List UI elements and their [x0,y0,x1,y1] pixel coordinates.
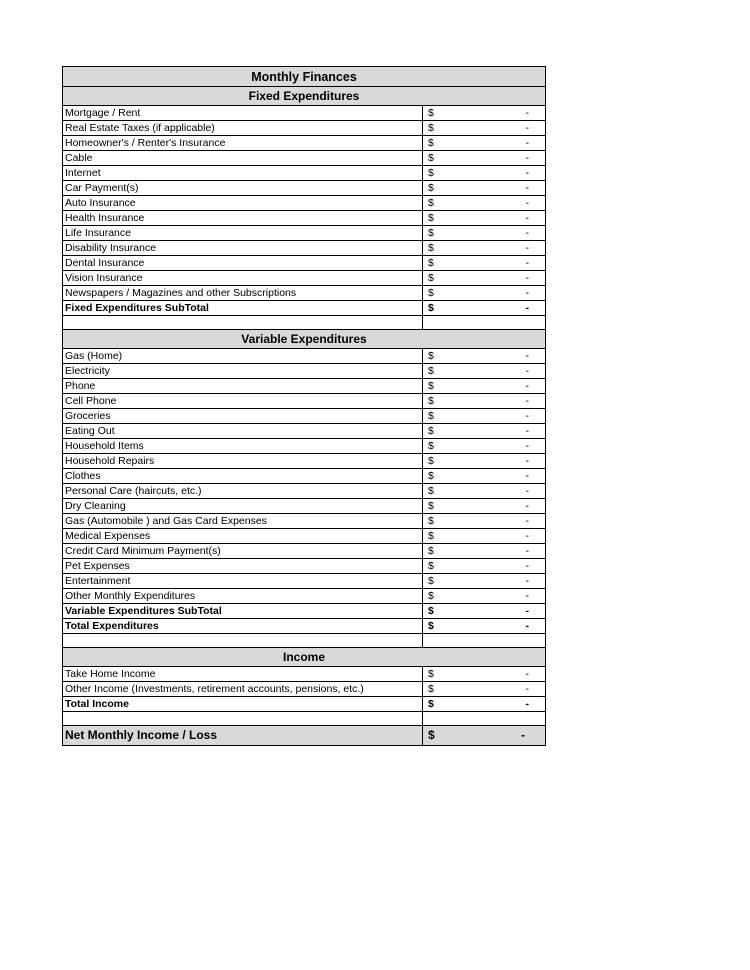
variable-item-value: - [525,500,529,512]
fixed-item-label: Homeowner's / Renter's Insurance [63,136,423,150]
fixed-item-label: Cable [63,151,423,165]
income-item-label: Take Home Income [63,667,423,681]
table-row [63,454,545,469]
currency-symbol: $ [428,107,434,119]
table-row [63,484,545,499]
variable-item-value: - [525,380,529,392]
fixed-item-label: Health Insurance [63,211,423,225]
variable-item-label: Cell Phone [63,394,423,408]
table-row [63,544,545,559]
currency-symbol: $ [428,212,434,224]
variable-item-value: - [525,365,529,377]
total-income-label: Total Income [63,697,423,711]
currency-symbol: $ [428,683,434,695]
fixed-subtotal-row [63,301,545,316]
currency-symbol: $ [428,257,434,269]
table-row [63,529,545,544]
table-row [63,241,545,256]
variable-item-value: - [525,455,529,467]
fixed-item-label: Mortgage / Rent [63,106,423,120]
net-income-label: Net Monthly Income / Loss [63,726,423,745]
table-row [63,394,545,409]
fixed-items [63,106,545,301]
currency-symbol: $ [428,137,434,149]
table-row [63,469,545,484]
currency-symbol: $ [428,620,434,632]
fixed-item-value: - [525,137,529,149]
currency-symbol: $ [428,455,434,467]
currency-symbol: $ [428,197,434,209]
table-row [63,271,545,286]
currency-symbol: $ [428,605,434,617]
spacer-row [63,634,545,648]
table-row [63,364,545,379]
variable-item-value: - [525,530,529,542]
total-expenditures-row [63,619,545,634]
currency-symbol: $ [428,365,434,377]
currency-symbol: $ [428,152,434,164]
currency-symbol: $ [428,395,434,407]
table-row [63,559,545,574]
fixed-item-value: - [525,152,529,164]
table-row [63,514,545,529]
fixed-item-label: Disability Insurance [63,241,423,255]
currency-symbol: $ [428,380,434,392]
currency-symbol: $ [428,242,434,254]
currency-symbol: $ [428,545,434,557]
fixed-item-value: - [525,182,529,194]
fixed-item-value: - [525,227,529,239]
income-item-label: Other Income (Investments, retirement accounts, pensions, etc.) [63,682,423,696]
income-item-value: - [525,683,529,695]
fixed-item-label: Vision Insurance [63,271,423,285]
fixed-subtotal-value: - [525,302,529,314]
currency-symbol: $ [428,560,434,572]
currency-symbol: $ [428,302,434,314]
variable-item-value: - [525,560,529,572]
table-row [63,349,545,364]
variable-item-label: Household Repairs [63,454,423,468]
table-row [63,136,545,151]
variable-item-label: Household Items [63,439,423,453]
variable-item-value: - [525,515,529,527]
table-row [63,151,545,166]
currency-symbol: $ [428,440,434,452]
variable-subtotal-label: Variable Expenditures SubTotal [63,604,423,618]
currency-symbol: $ [428,122,434,134]
variable-item-label: Dry Cleaning [63,499,423,513]
currency-symbol: $ [428,485,434,497]
currency-symbol: $ [428,167,434,179]
total-income-value: - [525,698,529,710]
variable-item-label: Gas (Automobile ) and Gas Card Expenses [63,514,423,528]
currency-symbol: $ [428,182,434,194]
currency-symbol: $ [428,470,434,482]
income-items [63,667,545,697]
currency-symbol: $ [428,698,434,710]
fixed-item-value: - [525,107,529,119]
currency-symbol: $ [428,575,434,587]
table-row [63,379,545,394]
variable-item-label: Pet Expenses [63,559,423,573]
variable-item-value: - [525,470,529,482]
variable-heading: Variable Expenditures [63,330,545,349]
fixed-item-value: - [525,122,529,134]
currency-symbol: $ [428,500,434,512]
variable-item-label: Other Monthly Expenditures [63,589,423,603]
spacer-row [63,712,545,726]
variable-item-value: - [525,545,529,557]
fixed-item-label: Real Estate Taxes (if applicable) [63,121,423,135]
variable-item-value: - [525,485,529,497]
fixed-item-label: Internet [63,166,423,180]
fixed-item-value: - [525,287,529,299]
variable-item-label: Entertainment [63,574,423,588]
fixed-item-value: - [525,257,529,269]
fixed-item-value: - [525,212,529,224]
currency-symbol: $ [428,530,434,542]
fixed-item-value: - [525,197,529,209]
table-row [63,589,545,604]
net-income-value: - [521,728,525,742]
income-heading: Income [63,648,545,667]
table-row [63,574,545,589]
currency-symbol: $ [428,272,434,284]
table-row [63,181,545,196]
variable-item-value: - [525,350,529,362]
table-row [63,286,545,301]
sheet-title: Monthly Finances [63,67,545,87]
variable-item-label: Clothes [63,469,423,483]
table-row [63,499,545,514]
variable-item-label: Groceries [63,409,423,423]
currency-symbol: $ [428,227,434,239]
currency-symbol: $ [428,410,434,422]
variable-item-value: - [525,440,529,452]
table-row [63,439,545,454]
table-row [63,166,545,181]
table-row [63,226,545,241]
table-row [63,196,545,211]
fixed-item-label: Dental Insurance [63,256,423,270]
income-item-value: - [525,668,529,680]
variable-item-label: Gas (Home) [63,349,423,363]
fixed-item-value: - [525,167,529,179]
table-row [63,211,545,226]
total-income-row [63,697,545,712]
variable-item-label: Personal Care (haircuts, etc.) [63,484,423,498]
currency-symbol: $ [428,350,434,362]
total-expenditures-value: - [525,620,529,632]
net-income-row [63,726,545,745]
spacer-row [63,316,545,330]
currency-symbol: $ [428,668,434,680]
currency-symbol: $ [428,515,434,527]
variable-subtotal-value: - [525,605,529,617]
fixed-heading: Fixed Expenditures [63,87,545,106]
variable-subtotal-row [63,604,545,619]
currency-symbol: $ [428,425,434,437]
table-row [63,682,545,697]
table-row [63,667,545,682]
variable-item-value: - [525,575,529,587]
table-row [63,424,545,439]
fixed-subtotal-label: Fixed Expenditures SubTotal [63,301,423,315]
currency-symbol: $ [428,287,434,299]
variable-item-label: Phone [63,379,423,393]
variable-item-label: Eating Out [63,424,423,438]
variable-item-label: Medical Expenses [63,529,423,543]
variable-item-label: Electricity [63,364,423,378]
currency-symbol: $ [428,590,434,602]
table-row [63,121,545,136]
variable-item-label: Credit Card Minimum Payment(s) [63,544,423,558]
fixed-item-label: Life Insurance [63,226,423,240]
fixed-item-label: Auto Insurance [63,196,423,210]
table-row [63,106,545,121]
fixed-item-label: Newspapers / Magazines and other Subscriptions [63,286,423,300]
currency-symbol: $ [428,728,435,742]
variable-item-value: - [525,590,529,602]
total-expenditures-label: Total Expenditures [63,619,423,633]
variable-item-value: - [525,425,529,437]
finance-sheet [62,66,546,746]
variable-item-value: - [525,410,529,422]
fixed-item-value: - [525,272,529,284]
fixed-item-label: Car Payment(s) [63,181,423,195]
table-row [63,409,545,424]
variable-item-value: - [525,395,529,407]
variable-items [63,349,545,604]
table-row [63,256,545,271]
fixed-item-value: - [525,242,529,254]
